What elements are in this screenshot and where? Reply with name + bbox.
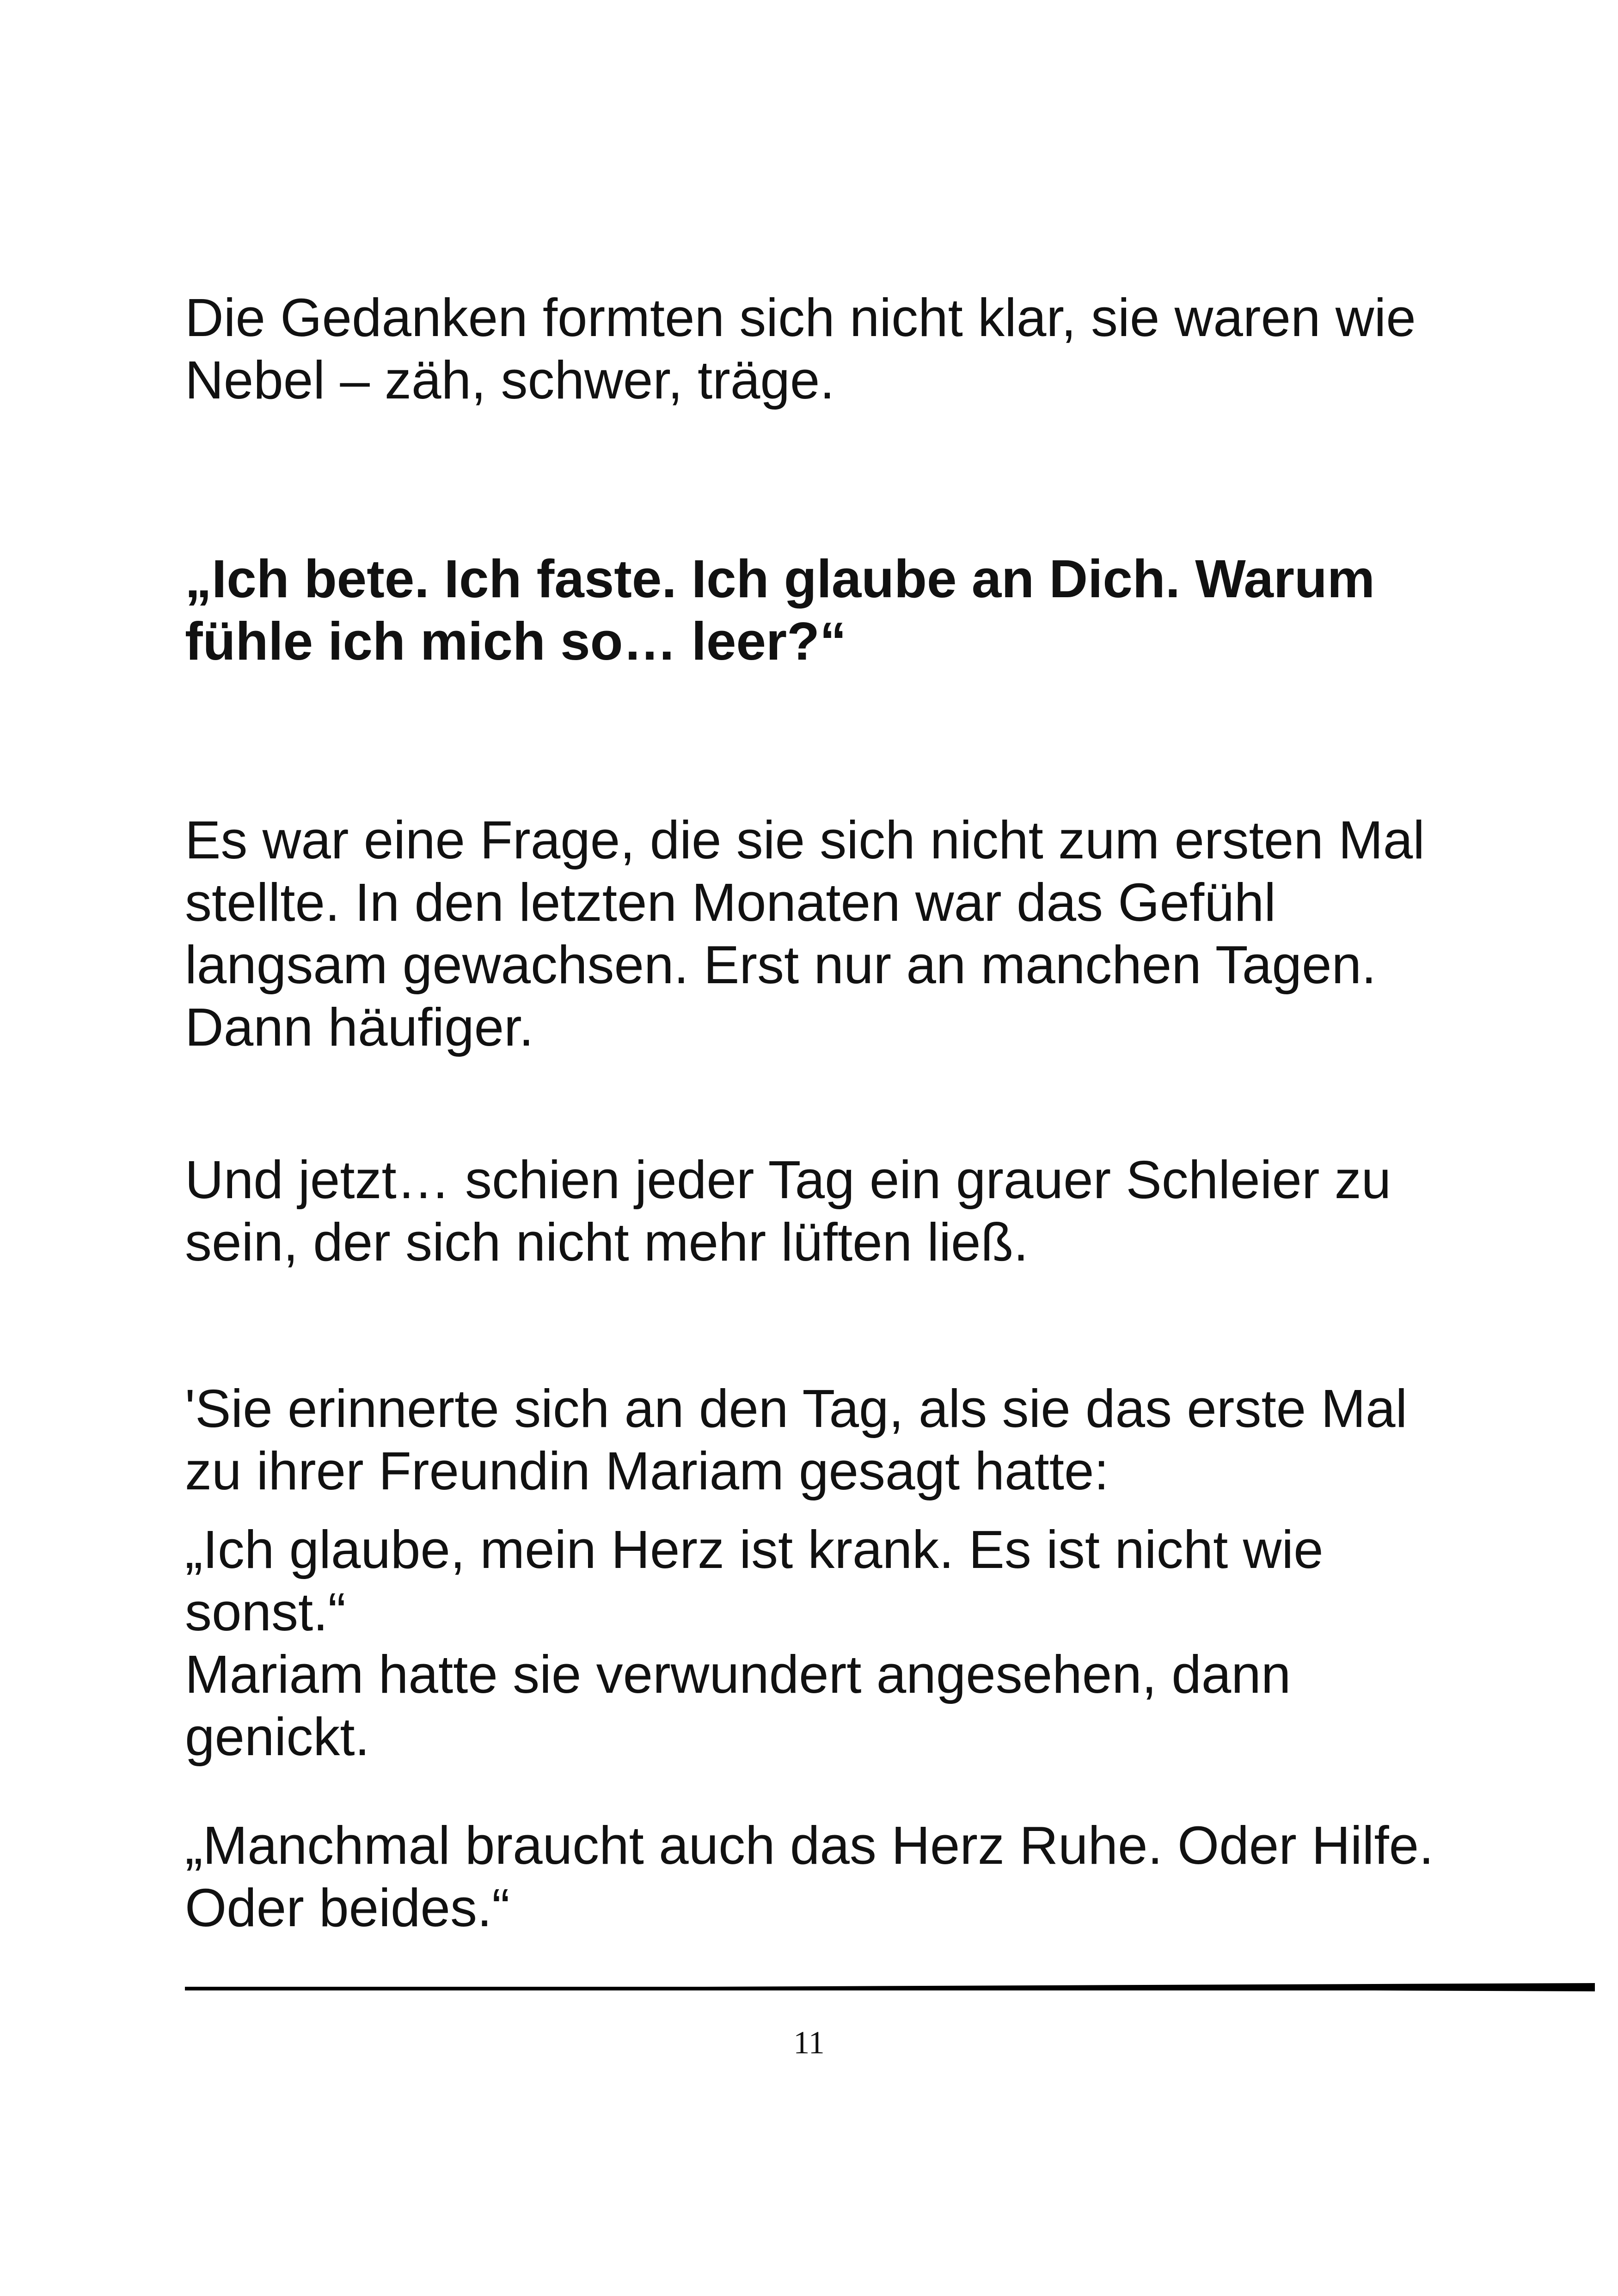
bold-quote-paragraph: „Ich bete. Ich faste. Ich glaube an Dich. Warum fühle ich mich so… leer?“ [185,549,1375,671]
page-number: 11 [793,2025,825,2061]
paragraph: 'Sie erinnerte sich an den Tag, als sie das erste Mal zu ihrer Freundin Mariam gesagt hatte: [185,1378,1408,1501]
paragraph: Mariam hatte sie verwundert angesehen, dann genickt. [185,1644,1291,1767]
paragraph: Es war eine Frage, die sie sich nicht zum ersten Mal stellte. In den letzten Monaten war das Gefühl langsam gewachsen. Erst nur an manchen Tagen. Dann häufiger. [185,810,1425,1057]
quote-paragraph: „Ich glaube, mein Herz ist krank. Es ist nicht wie sonst.“ [185,1519,1324,1642]
paragraph: Die Gedanken formten sich nicht klar, sie waren wie Nebel – zäh, schwer, träge. [185,288,1416,410]
paragraph: Und jetzt… schien jeder Tag ein grauer Schleier zu sein, der sich nicht mehr lüften ließ. [185,1150,1391,1272]
quote-paragraph: „Manchmal braucht auch das Herz Ruhe. Oder Hilfe. Oder beides.“ [185,1815,1434,1938]
